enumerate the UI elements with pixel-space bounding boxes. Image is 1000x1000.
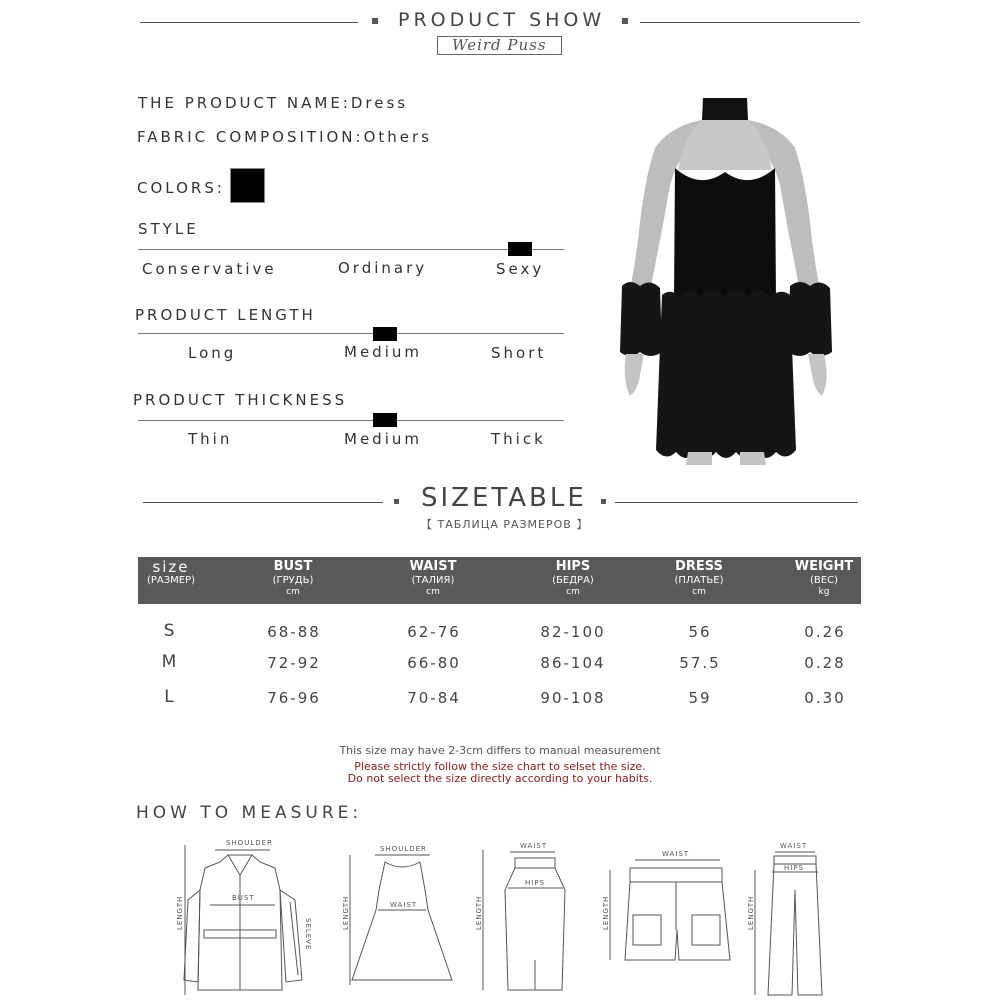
label-shoulder-jacket: SHOULDER (226, 839, 273, 847)
color-swatch-black (230, 168, 265, 203)
header-square-left (372, 18, 378, 24)
label-waist-skirt: WAIST (520, 842, 548, 850)
table-row-l-bust: 76-96 (267, 689, 321, 707)
column-dress: DRESS (ПЛАТЬЕ) cm (674, 559, 724, 597)
label-waist-shorts: WAIST (662, 850, 690, 858)
label-length-skirt: LENGTH (475, 895, 483, 930)
table-row-m-weight: 0.28 (804, 654, 846, 672)
note-habits: Do not select the size directly according to your habits. (347, 772, 653, 785)
thickness-scale-line (138, 420, 564, 421)
product-name: THE PRODUCT NAME:Dress (138, 94, 409, 112)
length-option-medium: Medium (344, 343, 422, 361)
label-length-shorts: LENGTH (602, 895, 610, 930)
header-rule-right (640, 22, 860, 23)
style-option-sexy: Sexy (496, 260, 545, 278)
style-marker (508, 242, 532, 256)
page-title: PRODUCT SHOW (398, 9, 606, 31)
table-row-s-dress: 56 (688, 623, 712, 641)
note-measurement: This size may have 2-3cm differs to manual measurement (339, 744, 661, 757)
skirt-diagram (483, 850, 565, 990)
table-row-m-size: M (161, 652, 179, 672)
label-hips-skirt: HIPS (525, 879, 545, 887)
thickness-option-thick: Thick (491, 430, 546, 448)
style-option-ordinary: Ordinary (338, 259, 428, 277)
table-row-s-weight: 0.26 (804, 623, 846, 641)
table-row-l-waist: 70-84 (407, 689, 461, 707)
length-marker (373, 327, 397, 341)
table-row-m-waist: 66-80 (407, 654, 461, 672)
table-row-l-dress: 59 (688, 689, 712, 707)
table-row-s-size: S (163, 621, 177, 641)
sizetable-header (138, 557, 861, 604)
thickness-marker (373, 413, 397, 427)
length-scale-line (138, 333, 564, 334)
sizetable-rule-left (143, 502, 383, 503)
jacket-diagram (184, 845, 302, 995)
style-option-conservative: Conservative (142, 260, 277, 278)
label-sleeve-jacket: SELEVE (304, 918, 312, 951)
header-square-right (622, 18, 628, 24)
table-row-m-bust: 72-92 (267, 654, 321, 672)
column-waist: WAIST (ТАЛИЯ) cm (409, 559, 457, 597)
how-to-measure-title: HOW TO MEASURE: (136, 803, 363, 823)
sizetable-rule-right (615, 502, 858, 503)
table-row-m-hips: 86-104 (540, 654, 606, 672)
note-follow-chart: Please strictly follow the size chart to selset the size. (354, 760, 646, 773)
length-option-long: Long (188, 344, 237, 362)
thickness-option-thin: Thin (188, 430, 233, 448)
label-waist-dress: WAIST (390, 901, 418, 909)
sizetable-square-right (601, 499, 606, 504)
label-waist-pants: WAIST (780, 842, 808, 850)
table-row-s-waist: 62-76 (407, 623, 461, 641)
table-row-s-hips: 82-100 (540, 623, 606, 641)
column-hips: HIPS (БЕДРА) cm (552, 559, 594, 597)
pants-diagram (755, 852, 822, 995)
label-length-dress: LENGTH (342, 895, 350, 930)
sizetable-square-left (394, 499, 399, 504)
style-scale-line (138, 249, 564, 250)
column-bust: BUST (ГРУДЬ) cm (272, 559, 314, 597)
table-row-s-bust: 68-88 (267, 623, 321, 641)
column-weight: WEIGHT (ВЕС) kg (794, 559, 854, 597)
style-label: STYLE (138, 220, 199, 238)
table-row-l-weight: 0.30 (804, 689, 846, 707)
table-row-l-hips: 90-108 (540, 689, 606, 707)
label-length-pants: LENGTH (747, 895, 755, 930)
shorts-diagram (610, 860, 730, 960)
length-label: PRODUCT LENGTH (135, 306, 316, 324)
fabric-composition: FABRIC COMPOSITION:Others (137, 128, 432, 146)
label-bust-jacket: BUST (232, 894, 255, 902)
colors-label: COLORS: (137, 179, 225, 197)
sizetable-title: SIZETABLE (421, 483, 587, 513)
label-hips-pants: HIPS (784, 864, 804, 872)
brand-name: Weird Puss (437, 36, 562, 55)
label-length-jacket: LENGTH (176, 895, 184, 930)
product-photo (600, 90, 870, 470)
table-row-m-dress: 57.5 (679, 654, 721, 672)
measure-diagrams (170, 830, 870, 1000)
length-option-short: Short (491, 344, 547, 362)
dress-diagram (350, 855, 452, 985)
column-size: size (РАЗМЕР) (146, 558, 196, 586)
sizetable-subtitle: 【 ТАБЛИЦА РАЗМЕРОВ 】 (421, 518, 589, 531)
thickness-option-medium: Medium (344, 430, 422, 448)
label-shoulder-dress: SHOULDER (380, 845, 427, 853)
header-rule-left (140, 22, 358, 23)
thickness-label: PRODUCT THICKNESS (133, 391, 348, 409)
table-row-l-size: L (164, 687, 176, 707)
